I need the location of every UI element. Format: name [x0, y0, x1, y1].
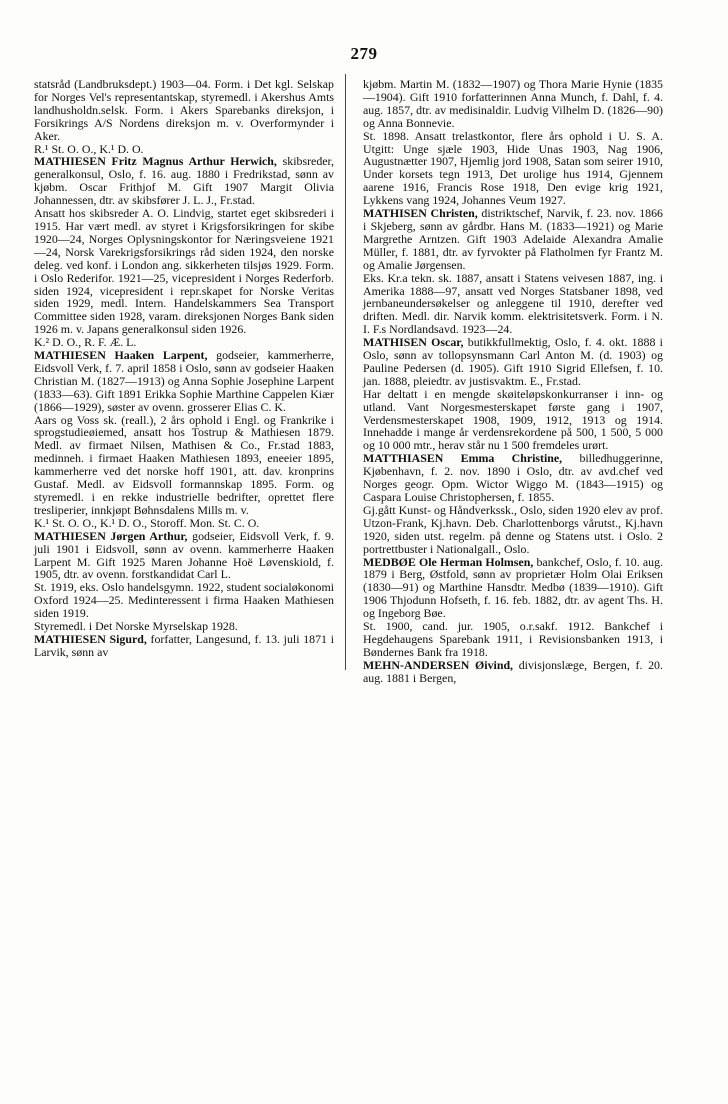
entry-text: Styremedl. i Det Norske Myrselskap 1928.	[34, 619, 238, 634]
entry-paragraph	[363, 452, 663, 504]
entry-paragraph	[34, 78, 334, 143]
entry-paragraph	[363, 336, 663, 388]
column-divider	[345, 74, 346, 670]
entry-paragraph	[34, 207, 334, 336]
entry-text: statsråd (Landbruksdept.) 1903—04. Form. i Det kgl. Selskap for Norges Vel's representantskap, styremedl. i Akershus Amts landhusholdn.selsk. Form. i Akers Sparebanks direksjon, i Forsikrings A/S Nordens direksjon m. v. Overformynder i Aker.	[34, 77, 334, 143]
entry-text: St. 1900, cand. jur. 1905, o.r.sakf. 1912. Bankchef i Hegdehaugens Sparebank 1911, i Revisionsbanken 1913, i Bøndernes Bank fra 1918.	[363, 619, 663, 659]
entry-text: K.² D. O., R. F. Æ. L.	[34, 335, 137, 350]
entry-text: billedhuggerinne, Kjøbenhavn, f. 2. nov. 1890 i Oslo, dtr. av avd.chef ved Norges geogr. Opm. Wictor Wiggo M. (1843—1915) og Caspara Louise Christophersen, f. 1855.	[363, 451, 663, 504]
entry-text: distriktschef, Narvik, f. 23. nov. 1866 i Skjeberg, sønn av gårdbr. Hans M. (1833—1921) og Marie Margrethe Arntzen. Gift 1903 Adelaide Alexandra Amalie Müller, f. 1881, dtr. av fyrvokter på Flatholmen fyr Frantz M. og Amalie Jørgensen.	[363, 206, 663, 272]
entry-text: R.¹ St. O. O., K.¹ D. O.	[34, 141, 144, 156]
entry-name: MATHIESEN Haaken Larpent,	[34, 348, 208, 363]
entry-paragraph	[363, 388, 663, 453]
entry-text: godseier, Eidsvoll Verk, f. 9. juli 1901 i Eidsvoll, sønn av ovenn. kammerherre Haaken Larpent M. Gift 1925 Maren Johanne Hoë Løvenskiold, f. 1905, dtr. av ovenn. forstkandidat Carl L.	[34, 528, 334, 582]
entry-paragraph	[363, 659, 663, 685]
entry-paragraph	[363, 207, 663, 272]
entry-name: MEDBØE Ole Herman Holmsen,	[363, 554, 534, 569]
entry-text: godseier, kammerherre, Eidsvoll Verk, f. 7. april 1858 i Oslo, sønn av godseier Haaken Christian M. (1827—1913) og Anna Sophie Josephine Larpent (1833—63). Gift 1891 Erikka Sophie Marthine Cappelen Kiær (1866—1929), søster av ovenn. grosserer Elias C. K.	[34, 348, 334, 414]
page-number: 279	[350, 44, 378, 63]
entry-text: Ansatt hos skibsreder A. O. Lindvig, startet eget skibsrederi i 1915. Har vært medl. av styret i Krigsforsikringen for skibe 1920—24, Norges Oplysningskontor for Næringsveiene 1921—24, Norsk Varekrigsforsikrings råd siden 1924, den norske deleg. ved konf. i London ang. sikkerheten tilsjøs 1929. Form. i Oslo Rederifor. 1921—25, vicepresident i Norges Rederforb. siden 1924, vicepresident i repr.skapet for Norske Veritas siden 1929, medl. Intern. Handelskammers Sea Transport Committee siden 1928, varam. direksjonen Norges Bank siden 1926 m. v. Japans generalkonsul siden 1926.	[34, 206, 334, 337]
entry-paragraph	[34, 633, 334, 659]
entry-name: MATHIESEN Jørgen Arthur,	[34, 528, 188, 543]
entry-name: MATHIESEN Fritz Magnus Arthur Herwich,	[34, 154, 277, 169]
entry-paragraph	[34, 414, 334, 517]
entry-paragraph	[34, 581, 334, 620]
entry-text: St. 1919, eks. Oslo handelsgymn. 1922, student socialøkonomi Oxford 1924—25. Medinteressent i firma Haaken Mathiesen siden 1919.	[34, 580, 334, 621]
entry-name: MATTHIASEN Emma Christine,	[363, 451, 563, 466]
entry-paragraph	[363, 620, 663, 659]
entry-paragraph	[363, 504, 663, 556]
left-column	[34, 78, 334, 659]
entry-paragraph	[34, 155, 334, 207]
entry-text: Har deltatt i en mengde skøiteløpskonkurranser i inn- og utland. Vant Norgesmesterskapet første gang i 1907, Verdensmesterskapet 1908, 1909, 1912, 1913 og 1914. Innehadde i mange år verdensrekordene på 500, 1 500, 5 000 og 10 000 mtr., herav står nu 1 500 fremdeles urørt.	[363, 386, 663, 453]
entry-text: butikkfullmektig, Oslo, f. 4. okt. 1888 i Oslo, sønn av tollopsynsmann Carl Anton M. (d. 1903) og Pauline Pedersen (d. 1905). Gift 1910 Sigrid Ellefsen, f. 10. jan. 1888, pleiedtr. av justisvaktm. E., Fr.stad.	[363, 335, 663, 388]
entry-paragraph	[363, 130, 663, 207]
entry-text: kjøbm. Martin M. (1832—1907) og Thora Marie Hynie (1835—1904). Gift 1910 forfatterinnen Anna Munch, f. Dahl, f. 4. aug. 1857, dtr. av medisinaldir. Ludvig Vilhelm D. (1826—90) og Anna Bonnevie.	[363, 77, 663, 130]
entry-paragraph	[363, 78, 663, 130]
entry-name: MATHISEN Christen,	[363, 206, 478, 221]
right-column	[363, 78, 663, 685]
entry-text: forfatter, Langesund, f. 13. juli 1871 i Larvik, sønn av	[34, 631, 334, 659]
entry-paragraph	[363, 556, 663, 621]
entry-text: divisjonslæge, Bergen, f. 20. aug. 1881 i Bergen,	[363, 657, 663, 685]
entry-name: MATHIESEN Sigurd,	[34, 631, 147, 646]
entry-text: Aars og Voss sk. (reall.), 2 års ophold i Engl. og Frankrike i sprogstudieøiemed, ansatt hos Tostrup & Mathiesen 1879. Medl. av firmaet Nilsen, Mathisen & Co., Fr.stad 1883, medinneh. i firmaet Haaken Mathiesen 1893, eneeier 1895, kammerherre ved det norske hoff 1901, att. dav. kronprins Gustaf. Medl. av Eidsvoll formannskap 1895. Form. og styremedl. i en rekke industrielle bedrifter, oprettet flere tresliperier, innkjøpt Bøhnsdalens Mills m. v.	[34, 412, 334, 517]
entry-paragraph	[363, 272, 663, 337]
entry-paragraph	[34, 349, 334, 414]
entry-text: Gj.gått Kunst- og Håndverkssk., Oslo, siden 1920 elev av prof. Utzon-Frank, Kj.havn. Deb. Charlottenborgs vårutst., Kj.havn 1920, siden utst. regelm. på denne og Statens utst. i Oslo. 2 portrettbuster i Nationalgall., Oslo.	[363, 502, 663, 556]
entry-name: MATHISEN Oscar,	[363, 335, 464, 350]
entry-text: bankchef, Oslo, f. 10. aug. 1879 i Berg, Østfold, sønn av proprietær Holm Olai Eriksen (1830—91) og Marthine Hansdtr. Medbø (1839—1910). Gift 1906 Thjodunn Hofseth, f. 16. feb. 1882, dtr. av agent Ths. H. og Ingeborg Bøe.	[363, 554, 663, 621]
entry-paragraph	[34, 530, 334, 582]
entry-text: skibsreder, generalkonsul, Oslo, f. 16. aug. 1880 i Fredrikstad, sønn av kjøbm. Oscar Frithjof M. Gift 1907 Margit Olivia Johannessen, dtr. av skibsfører J. L. J., Fr.stad.	[34, 154, 335, 208]
entry-text: Eks. Kr.a tekn. sk. 1887, ansatt i Statens veivesen 1887, ing. i Amerika 1888—97, ansatt ved Norges Statsbaner 1898, ved jernbaneundersøkelser og anleggene til 1910, derefter ved driften. Medl. dir. Narvik komm. elektrisitetsverk. Form. i N. I. F.s Nordlandsavd. 1923—24.	[363, 270, 663, 337]
entry-name: MEHN-ANDERSEN Øivind,	[363, 657, 514, 672]
entry-text: St. 1898. Ansatt trelastkontor, flere års ophold i U. S. A. Utgitt: Unge sjæle 1903, Hide Unas 1903, Nag 1906, Augustnætter 1907, Hjemlig jord 1908, Satan som seirer 1910, Under korsets tegn 1913, Det urolige hus 1914, Gjennem aarene 1916, Francis Rose 1918, Den evige krig 1921, Lykkens vang 1924, Johannes Veum 1927.	[363, 128, 663, 208]
entry-text: K.¹ St. O. O., K.¹ D. O., Storoff. Mon. St. C. O.	[34, 515, 260, 530]
